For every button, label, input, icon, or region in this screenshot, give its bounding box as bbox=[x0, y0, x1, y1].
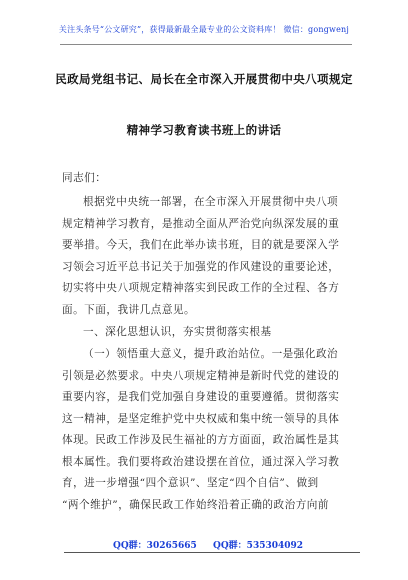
document-title-line1: 民政局党组书记、局长在全市深入开展贯彻中央八项规定 bbox=[55, 72, 353, 86]
salutation bbox=[62, 168, 350, 190]
paragraph-line: 育，进一步增强“四个意识”、坚定“四个自信”、做到 bbox=[62, 477, 319, 489]
salutation-text: 同志们： bbox=[62, 172, 107, 184]
paragraph-2 bbox=[62, 344, 350, 516]
paragraph-line: 根据党中央统一部署，在全市深入开展贯彻中央八项 bbox=[83, 196, 339, 208]
paragraph-line: （一）领悟重大意义，提升政治站位。一是强化政治 bbox=[83, 348, 339, 360]
paragraph-line: 面。下面，我讲几点意见。 bbox=[62, 303, 196, 316]
paragraph-line: 重要内容，是我们党加强自身建设的重要遵循。贯彻落实 bbox=[62, 391, 340, 403]
footer bbox=[0, 538, 408, 552]
paragraph-line: 体现。民政工作涉及民生福祉的方方面面，政治属性是其 bbox=[62, 434, 340, 446]
footer-divider bbox=[64, 552, 360, 553]
section-heading-text: 一、深化思想认识，夯实贯彻落实根基 bbox=[83, 326, 272, 338]
footer-qq-group-1: QQ群：30265665 bbox=[113, 541, 197, 551]
paragraph-line: 切实将中央八项规定精神落实到民政工作的全过程、各方 bbox=[62, 282, 340, 294]
section-heading-1 bbox=[62, 322, 350, 344]
header-divider bbox=[60, 44, 352, 45]
paragraph-line: 根本属性。我们要将政治建设摆在首位，通过深入学习教 bbox=[62, 455, 340, 468]
footer-qq-group-2: QQ群：535304092 bbox=[213, 541, 304, 551]
paragraph-line: “两个维护”，确保民政工作始终沿着正确的政治方向前 bbox=[62, 498, 329, 511]
paragraph-1 bbox=[62, 192, 350, 321]
document-title-line2: 精神学习教育读书班上的讲话 bbox=[126, 123, 282, 137]
paragraph-line: 这一精神，是坚定维护党中央权威和集中统一领导的具体 bbox=[62, 412, 340, 425]
paragraph-line: 规定精神学习教育，是推动全面从严治党向纵深发展的重 bbox=[62, 217, 340, 230]
paragraph-line: 引领是必然要求。中央八项规定精神是新时代党的建设的 bbox=[62, 369, 340, 382]
paragraph-line: 要举措。今天，我们在此举办读书班，目的就是要深入学 bbox=[62, 239, 340, 251]
paragraph-line: 习领会习近平总书记关于加强党的作风建设的重要论述， bbox=[62, 260, 340, 273]
header-banner: 关注头条号“公文研究”，获得最新最全最专业的公文资料库！ 微信：gongwenj bbox=[58, 25, 350, 34]
